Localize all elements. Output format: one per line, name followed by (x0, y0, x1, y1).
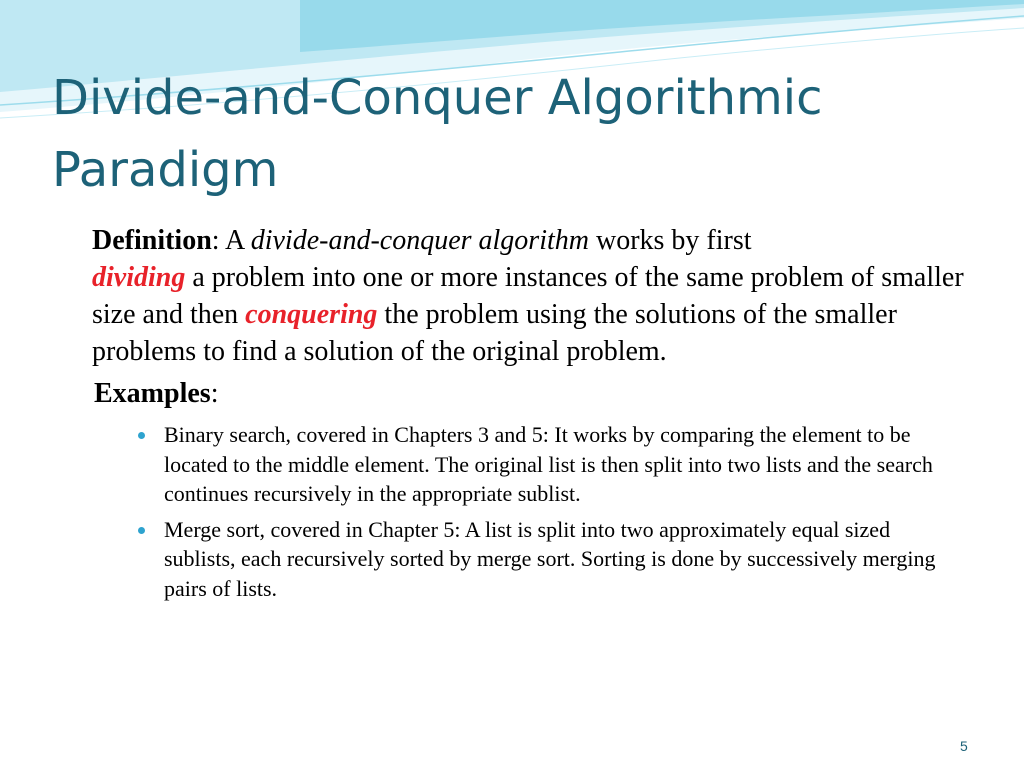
title-line-2: Paradigm (52, 142, 279, 198)
emphasis-dividing: dividing (92, 262, 186, 293)
definition-label: Definition (92, 225, 212, 256)
examples-heading (94, 376, 968, 412)
examples-colon: : (210, 378, 219, 409)
bullet-dot-icon (138, 432, 145, 439)
examples-label: Examples (94, 378, 211, 409)
definition-colon: : A (211, 225, 251, 256)
definition-text-1: works by first (588, 225, 752, 256)
title-line-1: Divide-and-Conquer Algorithmic (52, 70, 823, 126)
list-item-text: Binary search, covered in Chapters 3 and 5: It works by comparing the element to be located to the middle element. The original list is then split into two lists and the search continues recursively in the appropriate sublist. (164, 422, 933, 506)
page-number: 5 (960, 738, 968, 754)
list-item-binary-search (136, 420, 964, 509)
definition-continuation (92, 259, 968, 370)
definition-term: divide-and-conquer algorithm (250, 225, 589, 256)
list-item-text: Merge sort, covered in Chapter 5: A list is split into two approximately equal sized sublists, each recursively sorted by merge sort. Sorting is done by successively merging pairs of lists. (164, 516, 936, 601)
definition-text-3: the problem using the solutions of the smaller problems to find a solution of the original problem. (92, 299, 897, 367)
slide-body (88, 222, 968, 609)
slide-title (52, 62, 992, 206)
examples-list (136, 420, 968, 603)
bullet-dot-icon (138, 527, 145, 534)
definition-paragraph (88, 222, 968, 370)
emphasis-conquering: conquering (245, 299, 378, 330)
list-item-merge-sort (136, 515, 964, 604)
definition-text-2: a problem into one or more instances of the same problem of smaller size and then (92, 262, 964, 330)
